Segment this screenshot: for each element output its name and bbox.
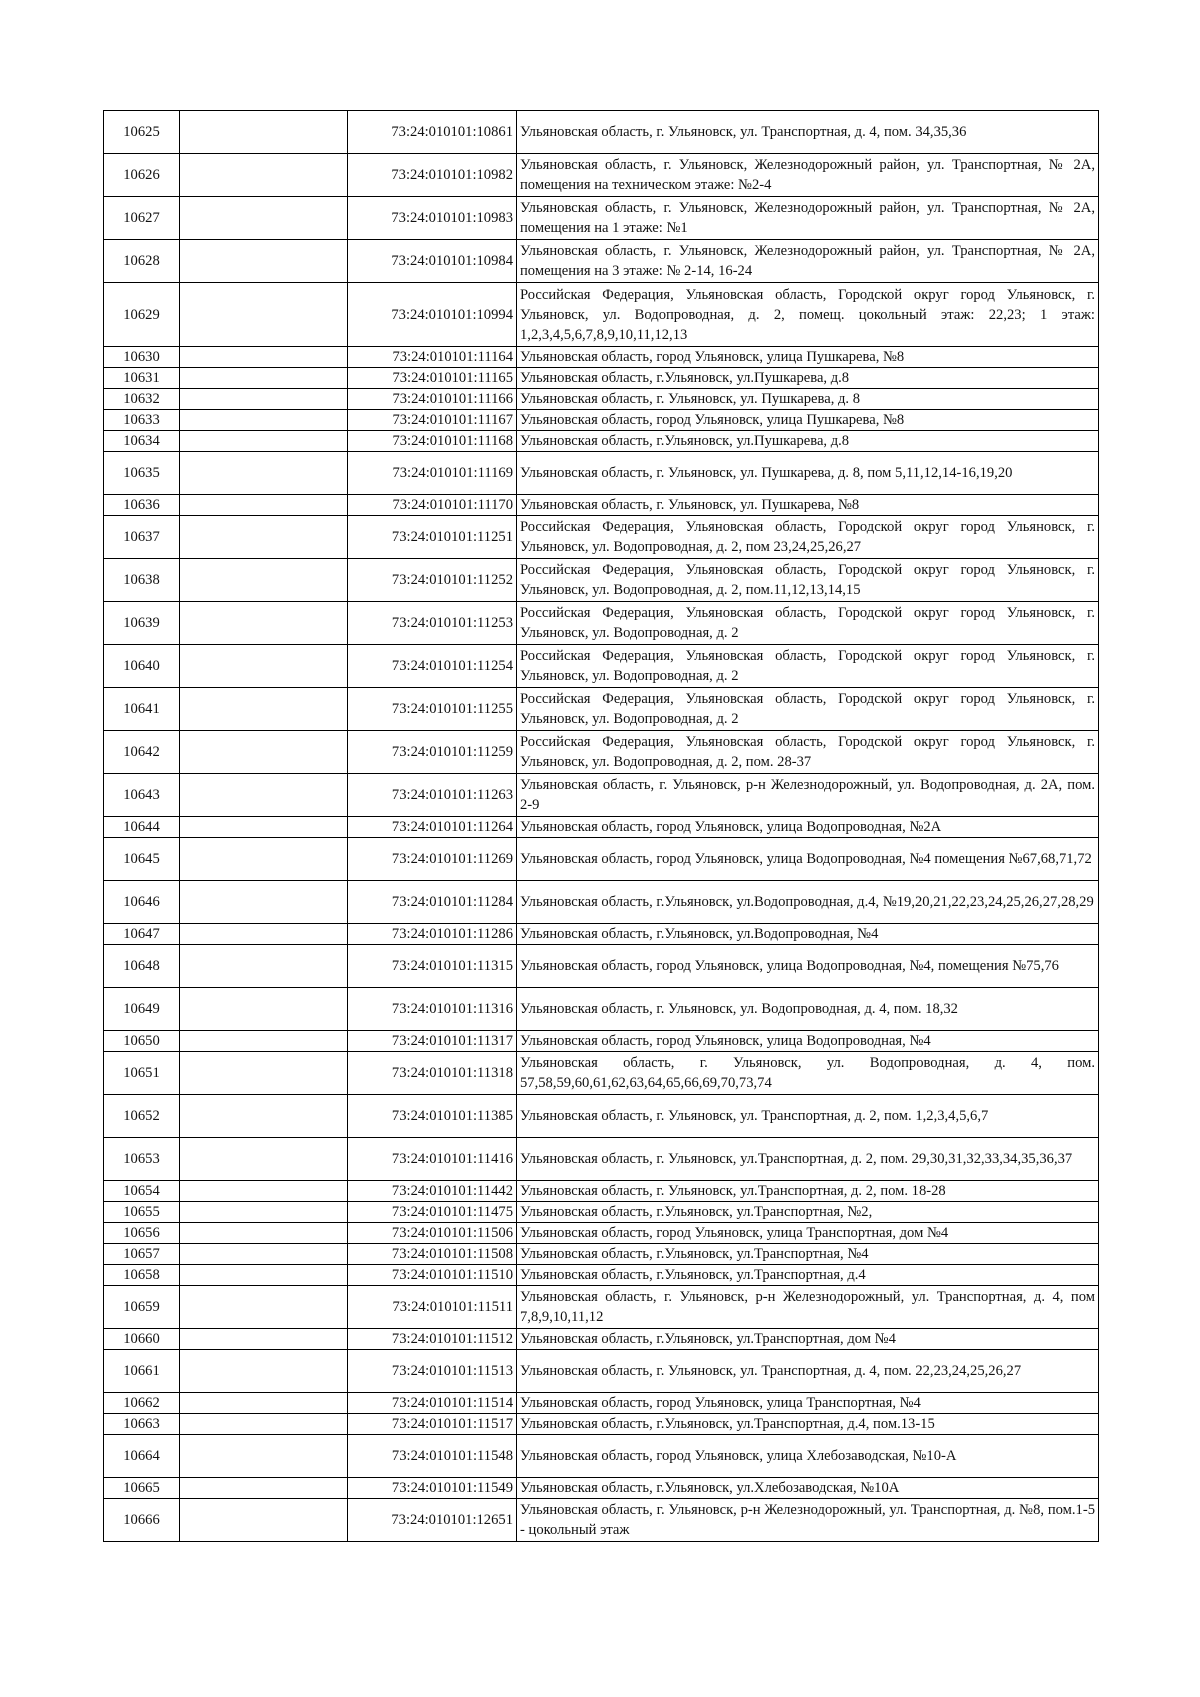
table-row [104, 410, 1099, 431]
row-number: 10650 [104, 1031, 180, 1052]
address: Ульяновская область, город Ульяновск, улица Водопроводная, №2А [517, 817, 1099, 838]
cadastral-number: 73:24:010101:11165 [348, 368, 517, 389]
cadastral-number: 73:24:010101:10982 [348, 154, 517, 197]
address: Российская Федерация, Ульяновская область, Городской округ город Ульяновск, г. Ульяновск, ул. Водопроводная, д. 2 [517, 645, 1099, 688]
empty-cell [180, 988, 348, 1031]
empty-cell [180, 1350, 348, 1393]
row-number: 10637 [104, 516, 180, 559]
row-number: 10647 [104, 924, 180, 945]
table-row [104, 1265, 1099, 1286]
empty-cell [180, 1478, 348, 1499]
empty-cell [180, 1329, 348, 1350]
row-number: 10657 [104, 1244, 180, 1265]
empty-cell [180, 774, 348, 817]
address: Ульяновская область, город Ульяновск, улица Пушкарева, №8 [517, 410, 1099, 431]
cadastral-number: 73:24:010101:11255 [348, 688, 517, 731]
address: Ульяновская область, город Ульяновск, улица Водопроводная, №4 помещения №67,68,71,72 [517, 838, 1099, 881]
row-number: 10658 [104, 1265, 180, 1286]
table-row [104, 240, 1099, 283]
row-number: 10635 [104, 452, 180, 495]
row-number: 10633 [104, 410, 180, 431]
row-number: 10654 [104, 1181, 180, 1202]
empty-cell [180, 240, 348, 283]
empty-cell [180, 197, 348, 240]
empty-cell [180, 602, 348, 645]
empty-cell [180, 1286, 348, 1329]
empty-cell [180, 817, 348, 838]
address: Ульяновская область, город Ульяновск, улица Транспортная, дом №4 [517, 1223, 1099, 1244]
cadastral-number: 73:24:010101:11510 [348, 1265, 517, 1286]
empty-cell [180, 838, 348, 881]
table-row [104, 988, 1099, 1031]
table-row [104, 1393, 1099, 1414]
address: Российская Федерация, Ульяновская область, Городской округ город Ульяновск, г. Ульяновск, ул. Водопроводная, д. 2, пом 23,24,25,26,27 [517, 516, 1099, 559]
cadastral-number: 73:24:010101:10861 [348, 111, 517, 154]
empty-cell [180, 645, 348, 688]
address: Ульяновская область, г. Ульяновск, ул. Пушкарева, д. 8 [517, 389, 1099, 410]
cadastral-number: 73:24:010101:11167 [348, 410, 517, 431]
row-number: 10628 [104, 240, 180, 283]
table-row [104, 197, 1099, 240]
empty-cell [180, 1095, 348, 1138]
row-number: 10638 [104, 559, 180, 602]
empty-cell [180, 452, 348, 495]
row-number: 10648 [104, 945, 180, 988]
row-number: 10646 [104, 881, 180, 924]
row-number: 10656 [104, 1223, 180, 1244]
row-number: 10630 [104, 347, 180, 368]
cadastral-number: 73:24:010101:11254 [348, 645, 517, 688]
address: Ульяновская область, г. Ульяновск, Железнодорожный район, ул. Транспортная, № 2А, помещения на 3 этаже: № 2-14, 16-24 [517, 240, 1099, 283]
table-row [104, 602, 1099, 645]
address: Ульяновская область, г. Ульяновск, р-н Железнодорожный, ул. Водопроводная, д. 2А, пом. 2-9 [517, 774, 1099, 817]
cadastral-number: 73:24:010101:11286 [348, 924, 517, 945]
table-row [104, 452, 1099, 495]
cadastral-number: 73:24:010101:10994 [348, 283, 517, 347]
table-row [104, 111, 1099, 154]
row-number: 10655 [104, 1202, 180, 1223]
cadastral-number: 73:24:010101:11259 [348, 731, 517, 774]
table-row [104, 1478, 1099, 1499]
cadastral-number: 73:24:010101:11264 [348, 817, 517, 838]
address: Ульяновская область, г.Ульяновск, ул.Транспортная, №4 [517, 1244, 1099, 1265]
cadastral-number: 73:24:010101:10984 [348, 240, 517, 283]
table-row [104, 347, 1099, 368]
address: Ульяновская область, г.Ульяновск, ул.Пушкарева, д.8 [517, 431, 1099, 452]
table-row [104, 1138, 1099, 1181]
address: Ульяновская область, г. Ульяновск, ул. Водопроводная, д. 4, пом. 57,58,59,60,61,62,63,64,65,66,69,70,73,74 [517, 1052, 1099, 1095]
row-number: 10664 [104, 1435, 180, 1478]
address: Ульяновская область, г.Ульяновск, ул.Транспортная, д.4, пом.13-15 [517, 1414, 1099, 1435]
cadastral-number: 73:24:010101:11316 [348, 988, 517, 1031]
row-number: 10666 [104, 1499, 180, 1542]
empty-cell [180, 368, 348, 389]
empty-cell [180, 924, 348, 945]
row-number: 10625 [104, 111, 180, 154]
empty-cell [180, 1499, 348, 1542]
empty-cell [180, 1138, 348, 1181]
empty-cell [180, 389, 348, 410]
cadastral-number: 73:24:010101:11318 [348, 1052, 517, 1095]
table-body [104, 111, 1099, 1542]
row-number: 10627 [104, 197, 180, 240]
empty-cell [180, 516, 348, 559]
cadastral-number: 73:24:010101:11269 [348, 838, 517, 881]
address: Ульяновская область, г.Ульяновск, ул.Транспортная, дом №4 [517, 1329, 1099, 1350]
table-row [104, 1414, 1099, 1435]
row-number: 10665 [104, 1478, 180, 1499]
empty-cell [180, 731, 348, 774]
address: Ульяновская область, г. Ульяновск, ул. Транспортная, д. 4, пом. 22,23,24,25,26,27 [517, 1350, 1099, 1393]
row-number: 10639 [104, 602, 180, 645]
cadastral-number: 73:24:010101:11511 [348, 1286, 517, 1329]
empty-cell [180, 1244, 348, 1265]
row-number: 10640 [104, 645, 180, 688]
row-number: 10651 [104, 1052, 180, 1095]
row-number: 10626 [104, 154, 180, 197]
empty-cell [180, 347, 348, 368]
cadastral-number: 73:24:010101:11514 [348, 1393, 517, 1414]
cadastral-number: 73:24:010101:11166 [348, 389, 517, 410]
table-row [104, 1286, 1099, 1329]
empty-cell [180, 1435, 348, 1478]
empty-cell [180, 881, 348, 924]
table-row [104, 1181, 1099, 1202]
cadastral-number: 73:24:010101:12651 [348, 1499, 517, 1542]
address: Ульяновская область, г. Ульяновск, ул.Транспортная, д. 2, пом. 29,30,31,32,33,34,35,36,37 [517, 1138, 1099, 1181]
row-number: 10653 [104, 1138, 180, 1181]
empty-cell [180, 431, 348, 452]
address: Российская Федерация, Ульяновская область, Городской округ город Ульяновск, г. Ульяновск, ул. Водопроводная, д. 2, пом. 28-37 [517, 731, 1099, 774]
empty-cell [180, 495, 348, 516]
property-table [103, 110, 1099, 1542]
table-row [104, 283, 1099, 347]
table-row [104, 1031, 1099, 1052]
address: Российская Федерация, Ульяновская область, Городской округ город Ульяновск, г. Ульяновск, ул. Водопроводная, д. 2 [517, 688, 1099, 731]
cadastral-number: 73:24:010101:11506 [348, 1223, 517, 1244]
cadastral-number: 73:24:010101:11168 [348, 431, 517, 452]
empty-cell [180, 1393, 348, 1414]
table-row [104, 945, 1099, 988]
table-row [104, 924, 1099, 945]
table-row [104, 1095, 1099, 1138]
row-number: 10659 [104, 1286, 180, 1329]
row-number: 10632 [104, 389, 180, 410]
table-row [104, 495, 1099, 516]
address: Ульяновская область, г.Ульяновск, ул.Водопроводная, №4 [517, 924, 1099, 945]
row-number: 10660 [104, 1329, 180, 1350]
row-number: 10642 [104, 731, 180, 774]
cadastral-number: 73:24:010101:11170 [348, 495, 517, 516]
table-row [104, 1052, 1099, 1095]
empty-cell [180, 945, 348, 988]
table-row [104, 389, 1099, 410]
table-row [104, 688, 1099, 731]
row-number: 10652 [104, 1095, 180, 1138]
cadastral-number: 73:24:010101:11315 [348, 945, 517, 988]
cadastral-number: 73:24:010101:11252 [348, 559, 517, 602]
cadastral-number: 73:24:010101:11169 [348, 452, 517, 495]
address: Ульяновская область, город Ульяновск, улица Транспортная, №4 [517, 1393, 1099, 1414]
empty-cell [180, 1265, 348, 1286]
row-number: 10641 [104, 688, 180, 731]
empty-cell [180, 111, 348, 154]
row-number: 10629 [104, 283, 180, 347]
cadastral-number: 73:24:010101:11284 [348, 881, 517, 924]
address: Ульяновская область, г. Ульяновск, Железнодорожный район, ул. Транспортная, № 2А, помещения на 1 этаже: №1 [517, 197, 1099, 240]
row-number: 10661 [104, 1350, 180, 1393]
table-row [104, 1350, 1099, 1393]
table-row [104, 731, 1099, 774]
address: Ульяновская область, г. Ульяновск, ул. Водопроводная, д. 4, пом. 18,32 [517, 988, 1099, 1031]
table-row [104, 1223, 1099, 1244]
cadastral-number: 73:24:010101:11517 [348, 1414, 517, 1435]
cadastral-number: 73:24:010101:10983 [348, 197, 517, 240]
cadastral-number: 73:24:010101:11263 [348, 774, 517, 817]
table-row [104, 559, 1099, 602]
empty-cell [180, 283, 348, 347]
address: Ульяновская область, г. Ульяновск, ул. Транспортная, д. 4, пом. 34,35,36 [517, 111, 1099, 154]
cadastral-number: 73:24:010101:11442 [348, 1181, 517, 1202]
address: Ульяновская область, г.Ульяновск, ул.Водопроводная, д.4, №19,20,21,22,23,24,25,26,27,28,29 [517, 881, 1099, 924]
row-number: 10649 [104, 988, 180, 1031]
address: Ульяновская область, г. Ульяновск, ул. Транспортная, д. 2, пом. 1,2,3,4,5,6,7 [517, 1095, 1099, 1138]
address: Ульяновская область, город Ульяновск, улица Водопроводная, №4, помещения №75,76 [517, 945, 1099, 988]
address: Ульяновская область, г. Ульяновск, Железнодорожный район, ул. Транспортная, № 2А, помещения на техническом этаже: №2-4 [517, 154, 1099, 197]
row-number: 10663 [104, 1414, 180, 1435]
table-row [104, 154, 1099, 197]
row-number: 10636 [104, 495, 180, 516]
address: Ульяновская область, г. Ульяновск, ул. Пушкарева, д. 8, пом 5,11,12,14-16,19,20 [517, 452, 1099, 495]
address: Ульяновская область, г. Ульяновск, р-н Железнодорожный, ул. Транспортная, д. №8, пом.1-5 - цокольный этаж [517, 1499, 1099, 1542]
row-number: 10662 [104, 1393, 180, 1414]
row-number: 10644 [104, 817, 180, 838]
address: Ульяновская область, г. Ульяновск, р-н Железнодорожный, ул. Транспортная, д. 4, пом 7,8,9,10,11,12 [517, 1286, 1099, 1329]
address: Российская Федерация, Ульяновская область, Городской округ город Ульяновск, г. Ульяновск, ул. Водопроводная, д. 2, пом.11,12,13,14,15 [517, 559, 1099, 602]
cadastral-number: 73:24:010101:11416 [348, 1138, 517, 1181]
cadastral-number: 73:24:010101:11317 [348, 1031, 517, 1052]
address: Ульяновская область, город Ульяновск, улица Водопроводная, №4 [517, 1031, 1099, 1052]
address: Ульяновская область, г.Ульяновск, ул.Транспортная, д.4 [517, 1265, 1099, 1286]
cadastral-number: 73:24:010101:11548 [348, 1435, 517, 1478]
address: Ульяновская область, город Ульяновск, улица Хлебозаводская, №10-А [517, 1435, 1099, 1478]
address: Ульяновская область, г. Ульяновск, ул. Пушкарева, №8 [517, 495, 1099, 516]
table-row [104, 431, 1099, 452]
cadastral-number: 73:24:010101:11253 [348, 602, 517, 645]
table-row [104, 645, 1099, 688]
cadastral-number: 73:24:010101:11513 [348, 1350, 517, 1393]
empty-cell [180, 1202, 348, 1223]
row-number: 10645 [104, 838, 180, 881]
empty-cell [180, 688, 348, 731]
cadastral-number: 73:24:010101:11475 [348, 1202, 517, 1223]
address: Ульяновская область, г.Ульяновск, ул.Транспортная, №2, [517, 1202, 1099, 1223]
table-row [104, 516, 1099, 559]
table-row [104, 774, 1099, 817]
table-row [104, 1202, 1099, 1223]
empty-cell [180, 1223, 348, 1244]
table-row [104, 1244, 1099, 1265]
cadastral-number: 73:24:010101:11385 [348, 1095, 517, 1138]
cadastral-number: 73:24:010101:11508 [348, 1244, 517, 1265]
empty-cell [180, 1181, 348, 1202]
table-row [104, 1329, 1099, 1350]
cadastral-number: 73:24:010101:11549 [348, 1478, 517, 1499]
empty-cell [180, 154, 348, 197]
empty-cell [180, 559, 348, 602]
empty-cell [180, 1031, 348, 1052]
table-row [104, 368, 1099, 389]
address: Ульяновская область, г.Ульяновск, ул.Хлебозаводская, №10А [517, 1478, 1099, 1499]
table-row [104, 838, 1099, 881]
empty-cell [180, 410, 348, 431]
table-row [104, 881, 1099, 924]
cadastral-number: 73:24:010101:11164 [348, 347, 517, 368]
cadastral-number: 73:24:010101:11251 [348, 516, 517, 559]
address: Ульяновская область, г. Ульяновск, ул.Транспортная, д. 2, пом. 18-28 [517, 1181, 1099, 1202]
empty-cell [180, 1414, 348, 1435]
address: Ульяновская область, город Ульяновск, улица Пушкарева, №8 [517, 347, 1099, 368]
table-row [104, 1499, 1099, 1542]
row-number: 10631 [104, 368, 180, 389]
address: Ульяновская область, г.Ульяновск, ул.Пушкарева, д.8 [517, 368, 1099, 389]
row-number: 10634 [104, 431, 180, 452]
empty-cell [180, 1052, 348, 1095]
table-row [104, 1435, 1099, 1478]
row-number: 10643 [104, 774, 180, 817]
cadastral-number: 73:24:010101:11512 [348, 1329, 517, 1350]
address: Российская Федерация, Ульяновская область, Городской округ город Ульяновск, г. Ульяновск, ул. Водопроводная, д. 2 [517, 602, 1099, 645]
address: Российская Федерация, Ульяновская область, Городской округ город Ульяновск, г. Ульяновск, ул. Водопроводная, д. 2, помещ. цокольный этаж: 22,23; 1 этаж: 1,2,3,4,5,6,7,8,9,10,11,12,13 [517, 283, 1099, 347]
table-row [104, 817, 1099, 838]
